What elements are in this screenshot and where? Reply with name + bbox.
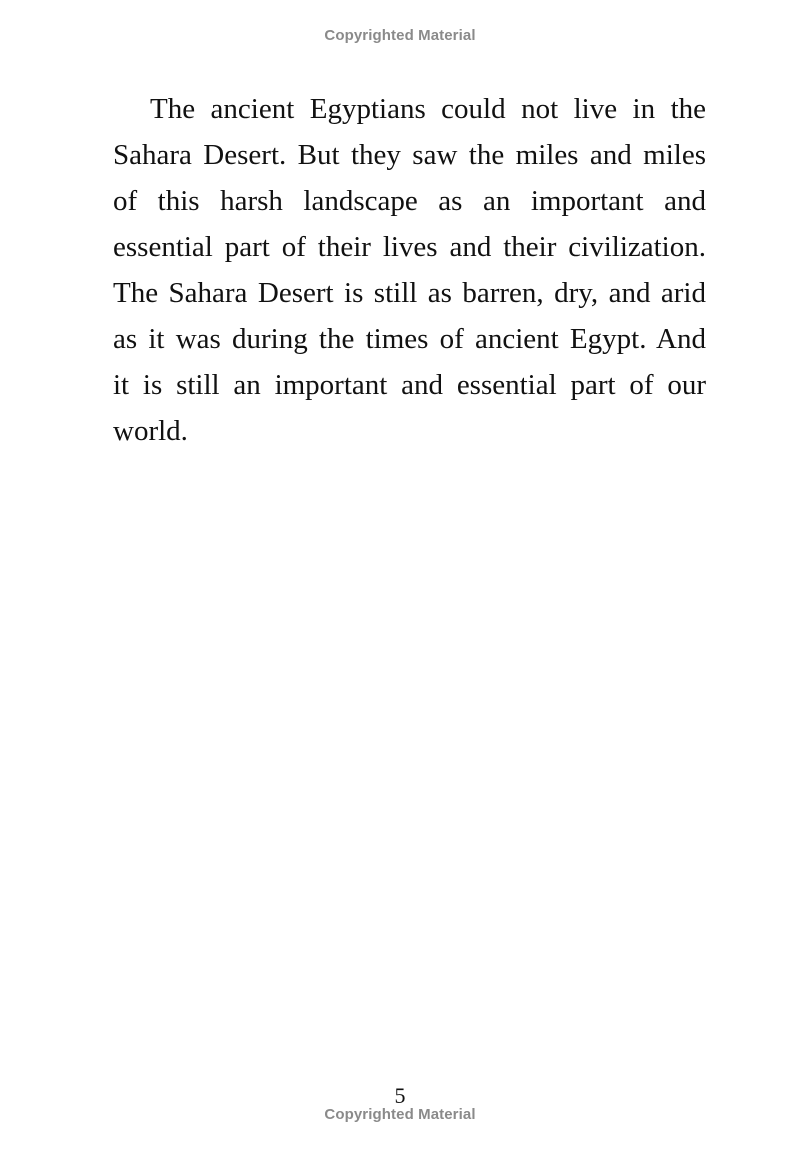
paragraph-line: The Sahara Desert is still as barren, dry, and arid <box>113 277 706 309</box>
paragraph-line: world. <box>113 415 188 447</box>
paragraph-line: essential part of their lives and their civilization. <box>113 231 706 263</box>
copyright-watermark-top: Copyrighted Material <box>324 27 476 44</box>
paragraph-line: as it was during the times of ancient Egypt. And <box>113 323 706 355</box>
body-paragraph <box>113 86 706 454</box>
paragraph-line: it is still an important and essential part of our <box>113 369 706 401</box>
paragraph-line: Sahara Desert. But they saw the miles and miles <box>113 139 706 171</box>
paragraph-line: The ancient Egyptians could not live in the <box>150 93 706 125</box>
copyright-watermark-bottom: Copyrighted Material <box>324 1106 476 1123</box>
paragraph-line: of this harsh landscape as an important and <box>113 185 706 217</box>
page-number: 5 <box>394 1083 406 1108</box>
